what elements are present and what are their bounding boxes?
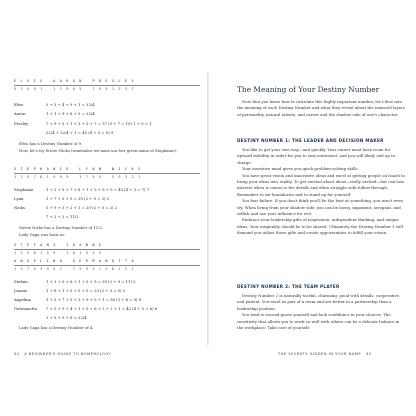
- result-note: [14, 224, 200, 238]
- calc-equation: 1 + 2 + 5 + 7 + 8 + 1 + 5 + 9 + 5 = 43 (4 + 3 = 7) 7: [46, 187, 150, 192]
- name-letters: A N G E L I N A G E R M A N O T T A: [14, 259, 135, 263]
- calc-equation: 1 + 1 + 9 + 6 + 5 = 22/4: [46, 111, 95, 116]
- section-heading: DESTINY NUMBER 2: THE TEAM PLAYER: [237, 284, 340, 289]
- calc-row: [14, 305, 200, 312]
- result-text: Lady Gaga has a Destiny Number of 4.: [19, 325, 94, 330]
- section-body: [237, 147, 405, 237]
- paragraph: You have great vision and innovative ideas and excel at getting people on board to bring your ideas into reality. To get excited about ideas—really excited—but can lose interest when it comes to the details and often struggle with follow-through. Remember to set boundaries and to stand up for yourself.: [237, 172, 405, 197]
- page-number: 43: [365, 352, 372, 356]
- calc-equation: 5 + 3 + 4 + 9 + 1 = 22/4: [46, 102, 95, 107]
- calc-row: [14, 296, 200, 303]
- name-grid-gaga-2: [14, 259, 200, 272]
- paragraph: Your inventive mind gives you quick problem-solving skills.: [242, 166, 359, 172]
- paragraph: Embrace your leadership gifts of inspiration, independent thinking, and unique ideas. Your originality should be to be shared. Ultimately the Destiny Number 1 will demand you utilize those gifts and create opportunities to fulfill your vision.: [237, 217, 403, 236]
- book-spread: [0, 73, 416, 356]
- paragraph: Destiny Number 2 is naturally tactful, charming, good with details, cooperative, and patient. You excel as part of a team and are better in a partnership than a leadership position.: [237, 293, 401, 311]
- intro-text: Now, let's try Stevie Nicks (remember we must use her given name of Stephanie):: [19, 148, 178, 153]
- section-body: [237, 293, 405, 331]
- name-numbers: 1 2 5 6 1 5 9 1 6 1 5 5 5: [14, 251, 103, 255]
- result-note: [14, 140, 200, 154]
- left-page: [0, 73, 207, 345]
- calc-name: Aaron: [14, 111, 26, 116]
- name-numbers: 5 3 4 9 1 1 1 9 6 5 7 9 5 1 3 5 7: [14, 87, 135, 91]
- name-numbers: 1 5 7 5 3 9 5 1 7 5 9 4 1 5 6 2 2 1: [14, 267, 135, 271]
- calc-equation: 3 + 7 + 5 + 5 = 20 (2 + 0 = 2) 2: [46, 196, 110, 201]
- calc-row: [14, 278, 200, 285]
- calc-name: Angelina: [14, 297, 32, 302]
- calc-row: [14, 101, 200, 108]
- paragraph: You tend to second-guess yourself and lack confidence in your choices. The sensitivity that allows you to work so well with others can be a delicate balance in the workplace. Take care of yourself.: [237, 312, 400, 331]
- name-letters: S T E F A N I J O A N N E: [14, 243, 103, 247]
- calc-name: Germanotta: [14, 306, 38, 311]
- intro-text: Lady Gaga was born as:: [19, 232, 66, 237]
- divider: [14, 173, 200, 174]
- intro-paragraph: [237, 99, 405, 118]
- calc-name: Stephanie: [14, 187, 34, 192]
- name-letters: S T E P H A N I E L Y N N N I C K S: [14, 167, 142, 171]
- running-head: THE SECRETS HIDDEN IN YOUR NAME: [278, 352, 362, 356]
- calc-equation: 2 + 5 + 9 + 6 = 22/4: [46, 315, 87, 320]
- calc-equation: 1 + 2 + 5 + 6 + 1 + 5 + 9 = 29 (2 + 9 = 11) 2: [46, 279, 136, 284]
- calc-row: [14, 195, 200, 202]
- calc-name: Joanne: [14, 288, 28, 293]
- name-letters: E L V I S A A R O N P R E S L E Y: [14, 79, 135, 83]
- name-grid-gaga-1: [14, 243, 200, 256]
- divider: [14, 85, 200, 86]
- calc-equation: 5 + 9 + 3 + 2 + 1 = 20 (2 + 0 = 2) 2: [46, 205, 118, 210]
- calc-equation: 22/4 + 22/4 + 1 = 45 (4 + 5 = 9) 9: [46, 130, 114, 135]
- name-grid-stevie: [14, 167, 200, 180]
- calc-row: [14, 110, 200, 117]
- result-text: Stevie Nicks has a Destiny Number of 11/2.: [19, 225, 104, 230]
- calc-name: Presley: [14, 121, 29, 126]
- left-footer: [14, 352, 111, 356]
- calc-row: [14, 129, 200, 136]
- calc-equation: 7 + 9 + 5 + 1 + 3 + 5 + 7 = 37 (3 + 7 = 10) 1 + 0 = 1: [46, 121, 152, 126]
- calc-name: Nicks: [14, 205, 25, 210]
- right-page: [209, 73, 416, 345]
- result-note: [14, 324, 200, 331]
- calc-equation: 7 + 2 + 2 = 11/2: [46, 214, 79, 219]
- calc-row: [14, 186, 200, 193]
- name-grid-elvis: [14, 79, 200, 92]
- divider: [14, 265, 200, 266]
- paragraph: You like to get your own way—and quickly. Your career must have room for upward mobility in order for you to stay motivated, and you will likely end up in charge.: [237, 147, 395, 165]
- name-numbers: 1 2 5 7 8 1 5 9 5 3 7 5 5 5 9 3 2 1: [14, 175, 142, 179]
- calc-row: [14, 120, 200, 127]
- calc-name: Elvis: [14, 102, 24, 107]
- calc-row: [14, 287, 200, 294]
- calc-equation: 1 + 5 + 7 + 5 + 3 + 9 + 5 + 1 = 36 (3 + 6 = 9) 9: [46, 297, 142, 302]
- calc-equation: 7 + 5 + 9 + 4 + 1 + 5 + 6 + 2 + 2 + 1 = 42 (4 + 2 = 6) 6: [46, 306, 158, 311]
- calc-row: [14, 314, 200, 321]
- divider: [14, 249, 200, 250]
- calc-name: Stefani: [14, 279, 28, 284]
- page-number: 42: [14, 352, 20, 356]
- paragraph: You fear failure. If you don't think you'll be the best at something, you won't even try. When living from your shadow side, you can be bossy, impatient, arrogant, and selfish and use your influence for evil.: [237, 198, 403, 217]
- page-title: The Meaning of Your Destiny Number: [237, 85, 380, 94]
- calc-row: [14, 204, 200, 211]
- calc-equation: 1 + 6 + 1 + 5 + 5 + 5 = 23 (2 + 3 = 5) 5: [46, 288, 126, 293]
- right-footer: [278, 352, 371, 356]
- running-head: A BEGINNER'S GUIDE TO NUMEROLOGY: [24, 352, 112, 356]
- section-heading: DESTINY NUMBER 1: THE LEADER AND DECISION MAKER: [237, 138, 384, 143]
- result-text: Elvis has a Destiny Number of 9.: [19, 141, 83, 146]
- calc-row: [14, 213, 200, 220]
- paragraph: Now that you know how to calculate this highly important number, let's dive into the meaning of each Destiny Number and what they reveal about the nuanced layers of personality, natural talents, and career and the shadow side of one's character.: [237, 99, 405, 117]
- calc-name: Lynn: [14, 196, 24, 201]
